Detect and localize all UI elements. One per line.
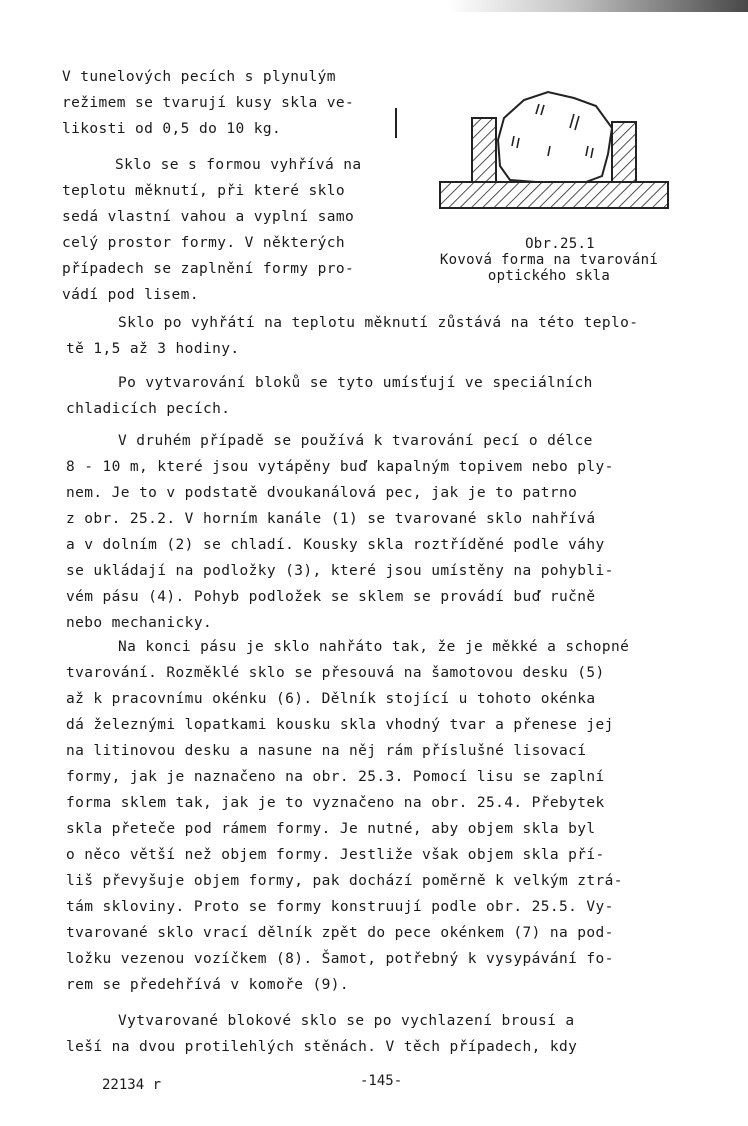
mold-base-plate xyxy=(440,182,668,208)
intro-line: režimem se tvarují kusy skla ve- xyxy=(62,95,355,111)
body-line: vém pásu (4). Pohyb podložek se sklem se provádí buď ručně xyxy=(66,589,596,605)
body-line: až k pracovnímu okénku (6). Dělník stojící u tohoto okénka xyxy=(66,691,596,707)
intro-line: celý prostor formy. V některých xyxy=(62,235,346,251)
intro-line: teplotu měknutí, při které sklo xyxy=(62,183,346,199)
body-line: o něco větší než objem formy. Jestliže však objem skla pří- xyxy=(66,847,605,863)
intro-line: Sklo se s formou vyhřívá na xyxy=(115,157,362,173)
body-line: leší na dvou protilehlých stěnách. V těch případech, kdy xyxy=(66,1039,578,1055)
mold-figure xyxy=(436,84,672,212)
intro-line: sedá vlastní vahou a vyplní samo xyxy=(62,209,355,225)
body-line: chladicích pecích. xyxy=(66,401,231,417)
body-line: dá železnými lopatkami kousku skla vhodný tvar a přenese jej xyxy=(66,717,614,733)
body-line: liš převyšuje objem formy, pak dochází poměrně k velkým ztrá- xyxy=(66,873,623,889)
glass-chunk xyxy=(498,92,612,182)
body-line: skla přeteče pod rámem formy. Je nutné, aby objem skla byl xyxy=(66,821,596,837)
intro-line: likosti od 0,5 do 10 kg. xyxy=(62,121,282,137)
body-line: Po vytvarování bloků se tyto umísťují ve speciálních xyxy=(118,375,593,391)
body-line: nem. Je to v podstatě dvoukanálová pec, jak je to patrno xyxy=(66,485,578,501)
intro-line: vádí pod lisem. xyxy=(62,287,199,303)
figure-label: Obr.25.1 xyxy=(525,236,595,252)
body-line: Vytvarované blokové sklo se po vychlazení brousí a xyxy=(118,1013,575,1029)
body-line: 8 - 10 m, které jsou vytápěny buď kapalným topivem nebo ply- xyxy=(66,459,614,475)
body-line: tvarování. Rozměklé sklo se přesouvá na šamotovou desku (5) xyxy=(66,665,605,681)
figure-caption-line: Kovová forma na tvarování xyxy=(439,252,659,268)
body-line: V druhém případě se používá k tvarování pecí o délce xyxy=(118,433,593,449)
body-line: se ukládají na podložky (3), které jsou umístěny na pohybli- xyxy=(66,563,614,579)
body-line: Na konci pásu je sklo nahřáto tak, že je měkké a schopné xyxy=(118,639,630,655)
body-line: tám skloviny. Proto se formy konstruují podle obr. 25.5. Vy- xyxy=(66,899,614,915)
margin-mark xyxy=(395,108,397,138)
body-line: tvarované sklo vrací dělník zpět do pece okénkem (7) na pod- xyxy=(66,925,614,941)
body-line: z obr. 25.2. V horním kanále (1) se tvarované sklo nahřívá xyxy=(66,511,596,527)
mold-right-wall xyxy=(612,122,636,182)
intro-line: V tunelových pecích s plynulým xyxy=(62,69,336,85)
document-code: 22134 r xyxy=(102,1077,162,1093)
mold-left-wall xyxy=(472,118,496,182)
body-line: rem se předehřívá v komoře (9). xyxy=(66,977,350,993)
intro-line: případech se zaplnění formy pro- xyxy=(62,261,355,277)
body-line: formy, jak je naznačeno na obr. 25.3. Pomocí lisu se zaplní xyxy=(66,769,605,785)
body-line: forma sklem tak, jak je to vyznačeno na obr. 25.4. Přebytek xyxy=(66,795,605,811)
body-line: nebo mechanicky. xyxy=(66,615,213,631)
page-number: -145- xyxy=(360,1073,403,1089)
body-line: ložku vezenou vozíčkem (8). Šamot, potřebný k vysypávání fo- xyxy=(66,951,614,967)
body-line: a v dolním (2) se chladí. Kousky skla roztříděné podle váhy xyxy=(66,537,605,553)
figure-caption-line: optického skla xyxy=(487,268,611,284)
body-line: Sklo po vyhřátí na teplotu měknutí zůstává na této teplo- xyxy=(118,315,639,331)
body-line: tě 1,5 až 3 hodiny. xyxy=(66,341,240,357)
body-line: na litinovou desku a nasune na něj rám příslušné lisovací xyxy=(66,743,587,759)
